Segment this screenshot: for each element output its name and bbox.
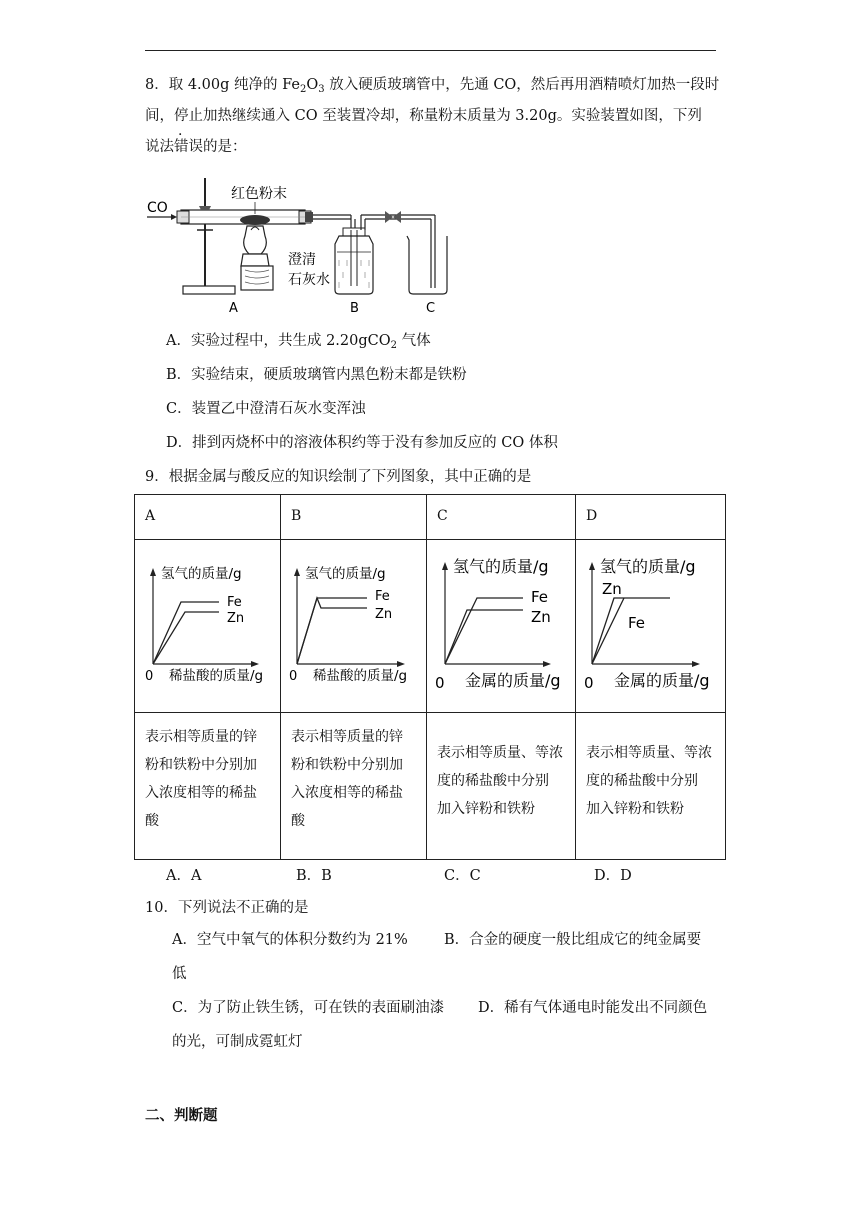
graph-c-label-fe: Fe [531, 588, 549, 606]
graph-b-label-fe: Fe [375, 589, 390, 604]
q9-graph-d [576, 540, 726, 713]
q9-stem: 9．根据金属与酸反应的知识绘制了下列图象，其中正确的是 [145, 469, 532, 485]
q10-option-b[interactable]: B．合金的硬度一般比组成它的纯金属要 [444, 932, 702, 948]
label-limewater-2: 石灰水 [288, 272, 330, 288]
q9-desc-b: 表示相等质量的锌 粉和铁粉中分别加 入浓度相等的稀盐 酸 [281, 713, 427, 860]
q9-table [134, 494, 726, 860]
graph-b-origin: 0 [289, 669, 298, 684]
q8-stem-line2: 间，停止加热继续通入 CO 至装置冷却，称量粉末质量为 3.20g。实验装置如图，下列 [145, 108, 702, 124]
graph-d-origin: 0 [584, 674, 594, 692]
label-co: CO [147, 200, 168, 216]
graph-d-label-zn: Zn [602, 580, 622, 598]
q10-option-a[interactable]: A．空气中氧气的体积分数约为 21% [172, 932, 408, 948]
graph-a-ylabel: 氢气的质量/g [161, 566, 242, 582]
q8-option-b[interactable]: B．实验结束，硬质玻璃管内黑色粉末都是铁粉 [166, 367, 467, 383]
q8-option-d[interactable]: D．排到丙烧杯中的溶液体积约等于没有参加反应的 CO 体积 [166, 435, 558, 451]
q10-option-d-cont: 的光，可制成霓虹灯 [172, 1034, 303, 1050]
graph-b-xlabel: 稀盐酸的质量/g [313, 668, 408, 684]
graph-d-ylabel: 氢气的质量/g [600, 557, 696, 576]
graph-d-label-fe: Fe [628, 614, 646, 632]
graph-b-ylabel: 氢气的质量/g [305, 566, 386, 582]
q9-option-b[interactable]: B．B [296, 868, 332, 884]
q9-header-d: D [576, 495, 726, 540]
graph-a-label-zn: Zn [227, 611, 245, 626]
graph-c-xlabel: 金属的质量/g [465, 671, 561, 690]
q10-option-c[interactable]: C．为了防止铁生锈，可在铁的表面刷油漆 [172, 1000, 445, 1016]
q10-option-b-cont: 低 [172, 966, 187, 982]
q8-apparatus-figure [145, 170, 465, 318]
q9-graph-c [427, 540, 576, 713]
q9-header-b: B [281, 495, 427, 540]
q9-option-c[interactable]: C．C [444, 868, 481, 884]
label-red-powder: 红色粉末 [231, 186, 287, 202]
graph-b-label-zn: Zn [375, 607, 393, 622]
label-b: B [350, 301, 359, 316]
q9-header-c: C [427, 495, 576, 540]
q9-graph-a [135, 540, 281, 713]
q9-desc-c: 表示相等质量、等浓 度的稀盐酸中分别 加入锌粉和铁粉 [427, 713, 576, 860]
q9-option-a[interactable]: A．A [166, 868, 202, 884]
q8-stem-line3: 说法错误的是： [145, 139, 247, 155]
q8-stem-line1: 8．取 4.00g 纯净的 $Fe_2O_3$ 放入硬质玻璃管中，先通 CO，然后再用酒精喷灯加热一段时 [145, 77, 720, 95]
graph-a-label-fe: Fe [227, 595, 242, 610]
q8-option-a[interactable]: A．实验过程中，共生成 2.20gCO$_2$ 气体 [166, 333, 431, 351]
emphasis-wrong: 错误 [174, 139, 203, 155]
q10-option-d[interactable]: D．稀有气体通电时能发出不同颜色 [478, 1000, 708, 1016]
graph-a-xlabel: 稀盐酸的质量/g [169, 668, 264, 684]
label-a: A [229, 301, 238, 316]
q9-option-d[interactable]: D．D [594, 868, 632, 884]
q9-header-a: A [135, 495, 281, 540]
graph-d-xlabel: 金属的质量/g [614, 671, 710, 690]
q9-desc-d: 表示相等质量、等浓 度的稀盐酸中分别 加入锌粉和铁粉 [576, 713, 726, 860]
q9-desc-a: 表示相等质量的锌 粉和铁粉中分别加 入浓度相等的稀盐 酸 [135, 713, 281, 860]
q8-option-c[interactable]: C．装置乙中澄清石灰水变浑浊 [166, 401, 366, 417]
label-limewater-1: 澄清 [288, 252, 316, 268]
section-2-heading: 二、判断题 [145, 1107, 218, 1124]
q9-graph-b [281, 540, 427, 713]
graph-c-ylabel: 氢气的质量/g [453, 557, 549, 576]
graph-c-label-zn: Zn [531, 608, 551, 626]
q10-stem: 10．下列说法不正确的是 [145, 900, 309, 916]
graph-a-origin: 0 [145, 669, 154, 684]
graph-c-origin: 0 [435, 674, 445, 692]
label-c: C [426, 301, 436, 316]
top-rule [145, 50, 716, 51]
